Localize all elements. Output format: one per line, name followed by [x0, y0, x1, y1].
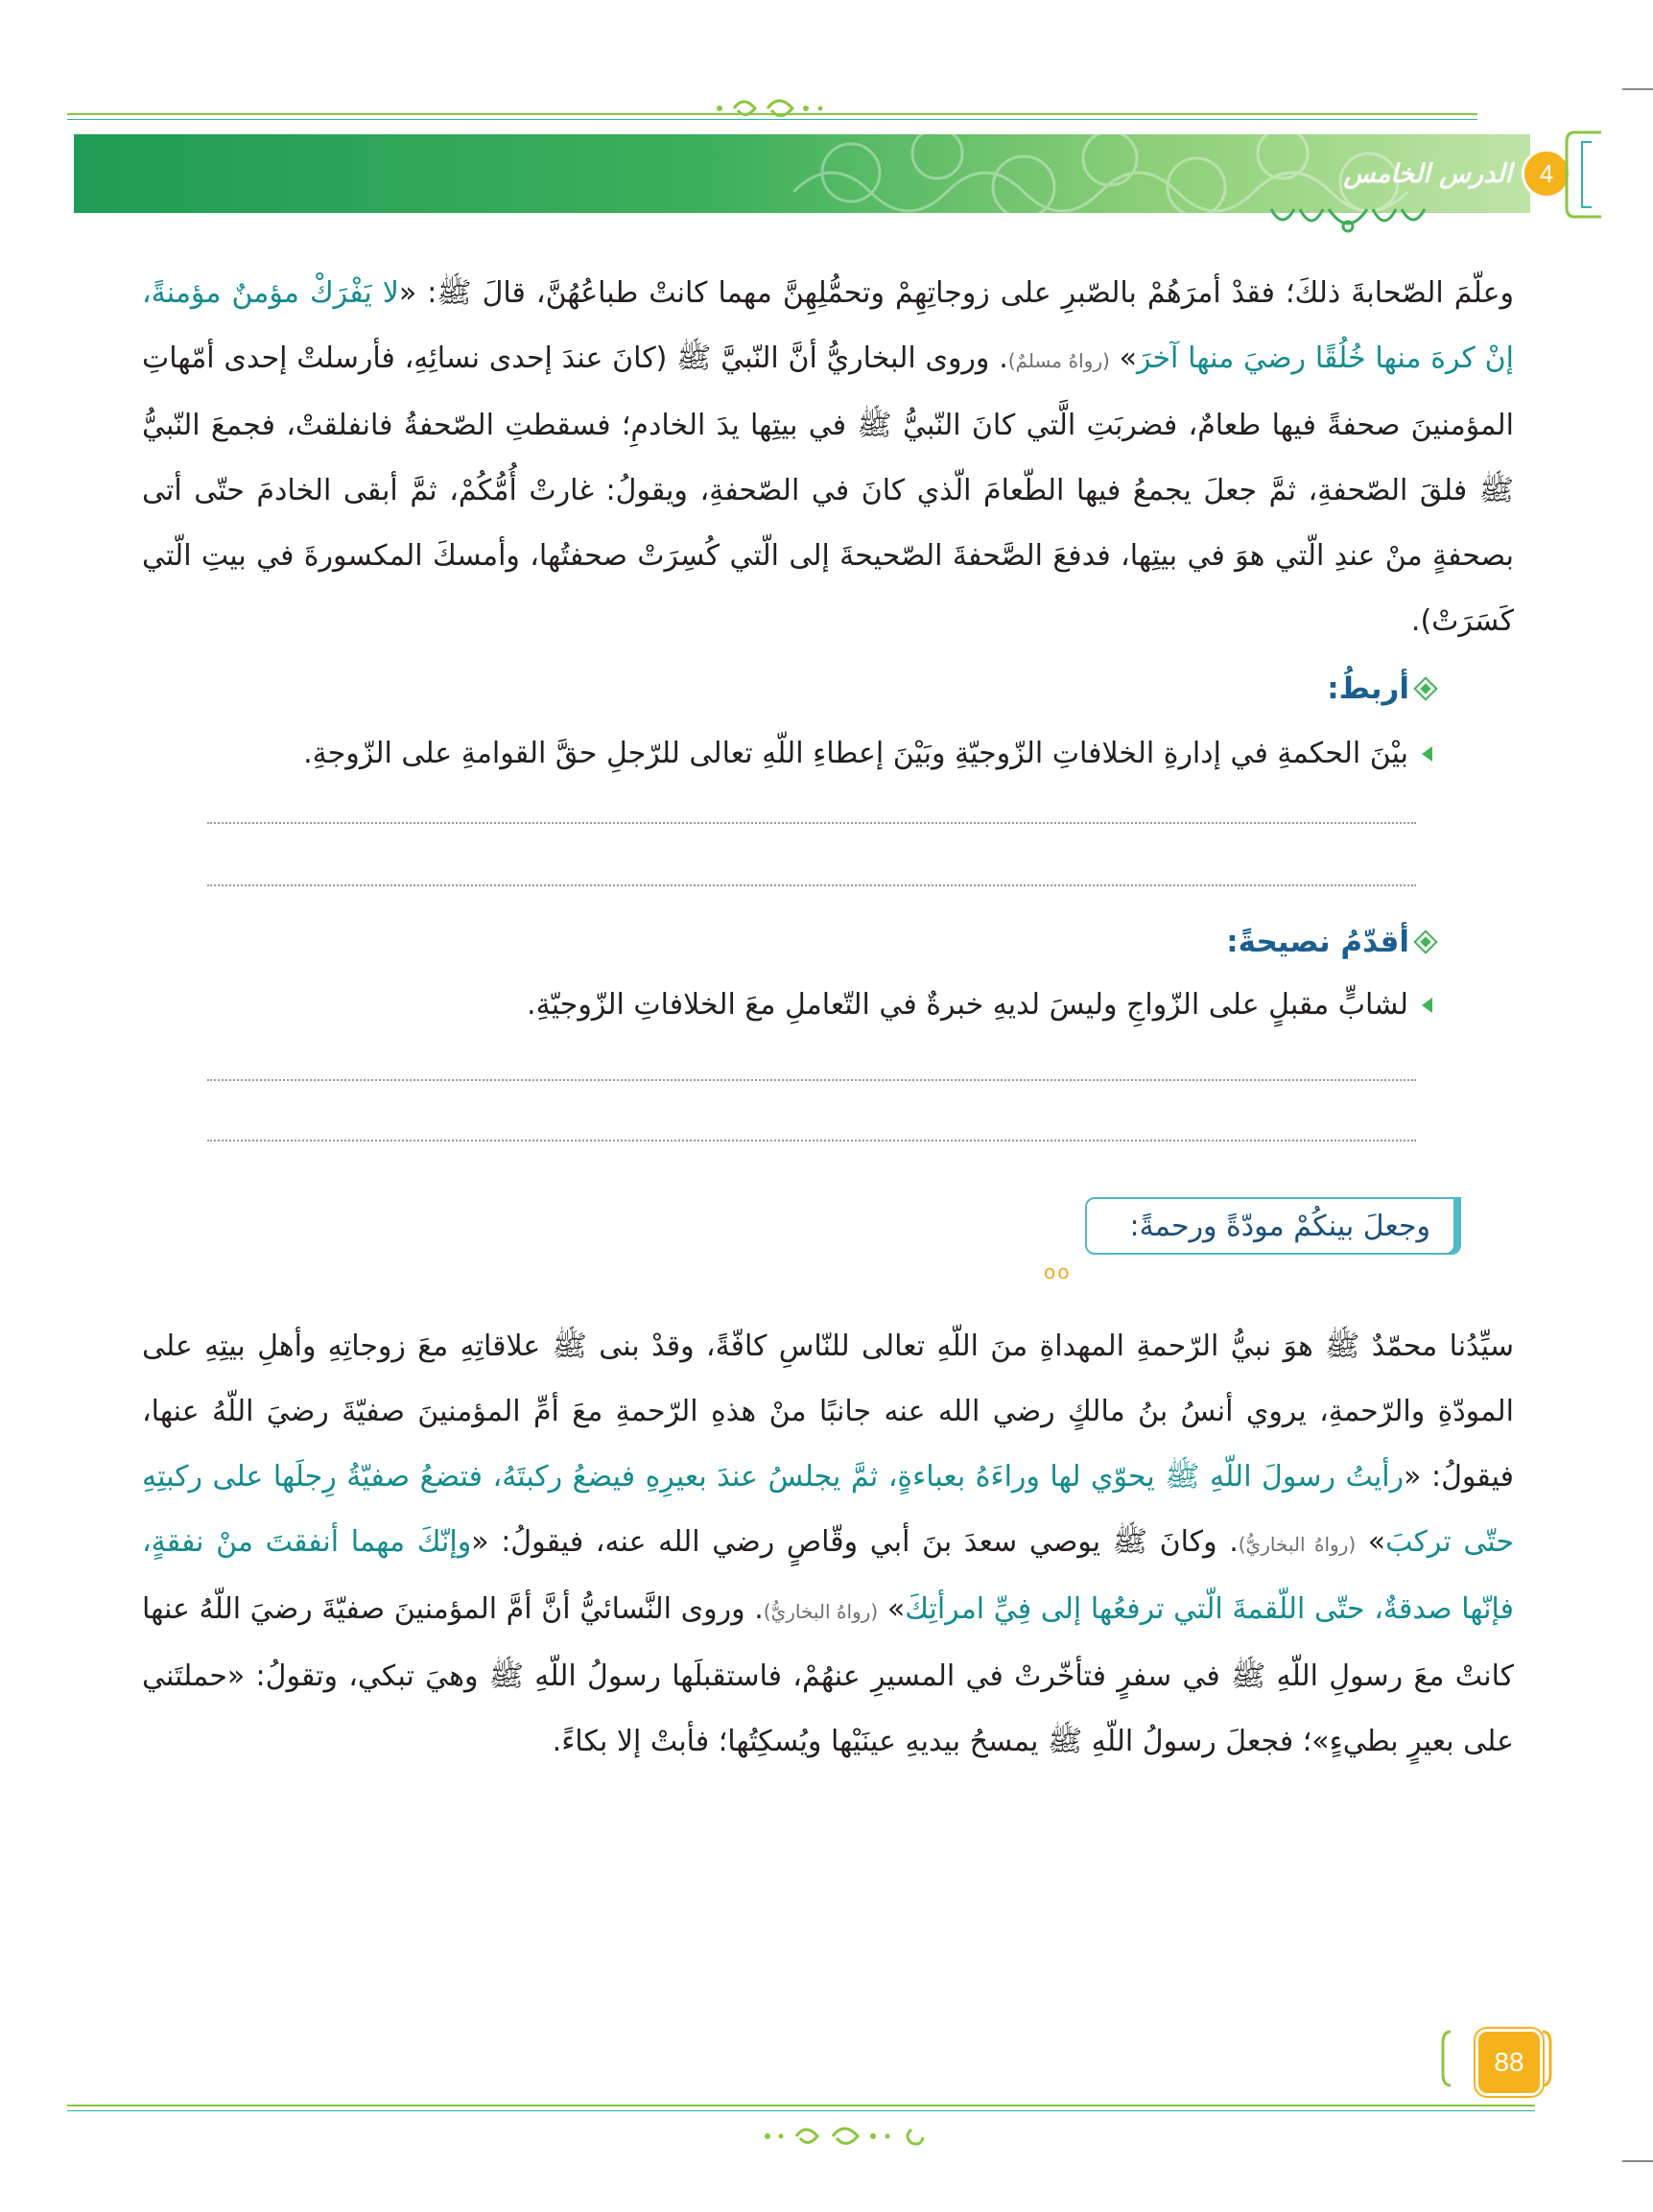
banner-under-ornament	[1266, 201, 1429, 240]
answer-line[interactable]	[207, 1140, 1416, 1141]
bottom-swirl-ornament	[758, 2120, 950, 2153]
hadith-source: (رواهُ البخاريُّ)	[1238, 1533, 1357, 1556]
subsection-title: وجعلَ بينكُمْ مودّةً ورحمةً:	[1129, 1209, 1430, 1243]
top-swirl-ornament	[700, 92, 844, 125]
answer-line[interactable]	[207, 884, 1416, 886]
paragraph-text: »	[1109, 341, 1137, 375]
subsection-dots-ornament: oo	[1044, 1260, 1072, 1283]
paragraph-text: . وروى النَّسائيُّ أنَّ أمَّ المؤمنينَ صفيّةَ رضيَ اللّهُ عنها كانتْ معَ رسولِ اللّهِ ﷺ في سفرٍ فتأخّرتْ في المسيرِ عنهُمْ، فاستقبلَها رسولُ اللّهِ ﷺ وهيَ تبكي، وتقولُ: «حملتَني على بعيرٍ بطيءٍ»؛ فجعلَ رسولُ اللّهِ ﷺ يمسحُ بيديهِ عينَيْها ويُسكِتُها؛ فأبتْ إلا بكاءً.	[142, 1592, 1514, 1758]
hadith-source: (رواهُ مسلمٌ)	[1007, 349, 1110, 372]
lesson-title: الدرس الخامس	[1343, 158, 1512, 189]
advice-section-heading	[1226, 925, 1434, 959]
paragraph-text: وعلّمَ الصّحابةَ ذلكَ؛ فقدْ أمرَهُمْ بالصّبرِ على زوجاتِهِمْ وتحمُّلِهِنَّ مهما كانتْ طباعُهُنَّ، قالَ ﷺ: «	[398, 276, 1514, 310]
subsection-title-box	[1085, 1197, 1461, 1255]
triangle-bullet-icon	[1422, 998, 1432, 1013]
lesson-label	[1303, 150, 1571, 198]
hadith-quote: لا يَفْرَكْ مؤمنٌ مؤمنةً، إنْ كرهَ منها خُلُقًا رضيَ منها آخرَ	[142, 276, 1514, 375]
paragraph-mercy-with-family	[142, 1314, 1514, 1775]
paragraph-patience-with-wives	[142, 261, 1514, 654]
paragraph-text: »	[878, 1592, 906, 1626]
diamond-bullet-icon	[1413, 930, 1437, 953]
advice-task-text: لشابٍّ مقبلٍ على الزّواجِ وليسَ لديهِ خبرةٌ في التّعاملِ معَ الخلافاتِ الزّوجيّةِ.	[527, 988, 1408, 1022]
crop-mark-top	[1622, 88, 1653, 90]
link-section-heading	[1327, 671, 1434, 706]
page-number: 88	[1476, 2029, 1543, 2096]
link-heading-text: أربطُ:	[1327, 671, 1409, 706]
answer-line[interactable]	[207, 822, 1416, 824]
link-task	[303, 737, 1432, 770]
bottom-rule-thin	[67, 2110, 1535, 2111]
lesson-number-badge: 4	[1522, 149, 1571, 199]
paragraph-text: . وروى البخاريُّ أنَّ النّبيَّ ﷺ (كانَ عندَ إحدى نسائِهِ، فأرسلتْ إحدى أمّهاتِ المؤمنينَ صحفةً فيها طعامٌ، فضربَتِ الَّتي كانَ النّبيُّ ﷺ في بيتِها يدَ الخادمِ؛ فسقطتِ الصّحفةُ فانفلقتْ، فجمعَ النّبيُّ ﷺ فلقَ الصّحفةِ، ثمَّ جعلَ يجمعُ فيها الطّعامَ الّذي كانَ في الصّحفةِ، ويقولُ: غارتْ أُمُّكُمْ، ثمَّ أبقى الخادمَ حتّى أتى بصحفةٍ منْ عندِ الّتي هوَ في بيتِها، فدفعَ الصَّحفةَ الصّحيحةَ إلى الّتي كُسِرَتْ صحفتُها، وأمسكَ المكسورةَ في بيتِ الّتي كَسَرَتْ).	[142, 341, 1514, 638]
triangle-bullet-icon	[1422, 746, 1432, 762]
hadith-source: (رواهُ البخاريُّ)	[763, 1600, 879, 1623]
diamond-bullet-icon	[1413, 676, 1437, 700]
link-task-text: بيْنَ الحكمةِ في إدارةِ الخلافاتِ الزّوجيّةِ وبَيْنَ إعطاءِ اللّهِ تعالى للرّجلِ حقَّ القوامةِ على الزّوجةِ.	[303, 737, 1408, 770]
crop-mark-bottom	[1622, 2160, 1653, 2162]
answer-line[interactable]	[207, 1079, 1416, 1081]
hadith-quote: وإنّكَ مهما أنفقتَ منْ نفقةٍ، فإنّها صدقةٌ، حتّى اللّقمةَ الّتي ترفعُها إلى فِيِّ امرأتِكَ	[142, 1525, 1514, 1626]
advice-heading-text: أقدّمُ نصيحةً:	[1226, 925, 1409, 959]
paragraph-text: . وكانَ ﷺ يوصي سعدَ بنَ أبي وقّاصٍ رضي الله عنه، فيقولُ: «	[471, 1525, 1239, 1559]
paragraph-text: سيِّدُنا محمّدٌ ﷺ هوَ نبيُّ الرّحمةِ المهداةِ منَ اللّهِ تعالى للنّاسِ كافّةً، وقدْ بنى ﷺ علاقاتِهِ معَ زوجاتِهِ وأهلِ بيتِهِ على المودّةِ والرّحمةِ، يروي أنسُ بنُ مالكٍ رضي الله عنه جانبًا منْ هذهِ الرّحمةِ معَ أمِّ المؤمنينَ صفيّةَ رضيَ اللّهُ عنها، فيقولُ: «	[142, 1330, 1514, 1494]
banner-frame-ornament	[1563, 129, 1607, 221]
hadith-quote: رأيتُ رسولَ اللّهِ ﷺ يحوّي لها وراءَهُ بعباءةٍ، ثمَّ يجلسُ عندَ بعيرِهِ فيضعُ ركبتَهُ، فتضعُ صفيّةُ رِجلَها على ركبتِهِ حتّى تركبَ	[142, 1460, 1515, 1559]
bottom-rule	[67, 2105, 1535, 2106]
advice-task	[527, 988, 1432, 1022]
paragraph-text: »	[1356, 1525, 1386, 1559]
